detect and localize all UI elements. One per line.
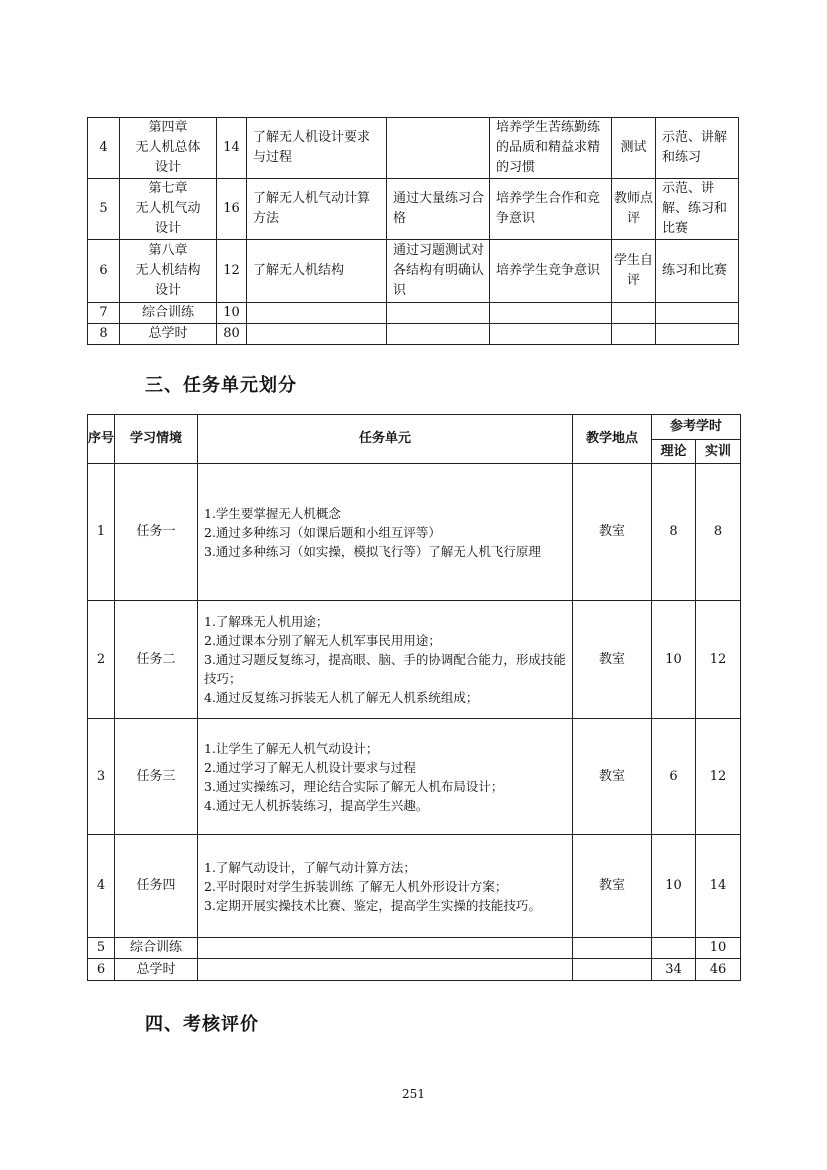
row-quality: 培养学生竞争意识: [490, 240, 612, 303]
row-assess: 学生自评: [612, 240, 656, 303]
row-practice: 12: [696, 601, 741, 719]
row-no: 8: [88, 324, 120, 345]
table-row: [88, 303, 739, 324]
header-unit: 任务单元: [198, 415, 573, 464]
table-row: [88, 719, 741, 835]
chapter-line: 无人机气动: [135, 201, 201, 216]
row-no: 7: [88, 303, 120, 324]
row-hours: 14: [217, 118, 247, 179]
row-practice: 10: [696, 938, 741, 959]
row-theory: 34: [652, 959, 696, 981]
row-assess: 教师点评: [612, 179, 656, 240]
row-knowledge: 了解无人机气动计算方法: [247, 179, 387, 240]
task-item: 3.通过多种练习（如实操，模拟飞行等）了解无人机飞行原理: [204, 543, 541, 559]
row-place: 教室: [573, 719, 652, 835]
table-row: [88, 240, 739, 303]
row-knowledge: 了解无人机结构: [247, 240, 387, 303]
chapter-plan-table: [87, 117, 739, 345]
row-hours: 12: [217, 240, 247, 303]
task-item: 4.通过无人机拆装练习，提高学生兴趣。: [204, 797, 429, 813]
row-method: 练习和比赛: [656, 240, 739, 303]
table-row: [88, 324, 739, 345]
table-row: [88, 601, 741, 719]
row-quality: 培养学生合作和竞争意识: [490, 179, 612, 240]
row-hours: 16: [217, 179, 247, 240]
row-skill: 通过习题测试对各结构有明确认识: [387, 240, 490, 303]
row-theory: 8: [652, 464, 696, 601]
chapter-line: 设计: [154, 221, 181, 236]
row-no: 3: [88, 719, 115, 835]
chapter-line: 第四章: [148, 120, 188, 135]
task-item: 1.让学生了解无人机气动设计；: [204, 740, 379, 756]
row-practice: 12: [696, 719, 741, 835]
task-item: 3.通过实操练习，理论结合实际了解无人机布局设计；: [204, 778, 504, 794]
row-skill: [387, 303, 490, 324]
table-row: [88, 118, 739, 179]
task-unit-table: [87, 414, 741, 981]
row-theory: 6: [652, 719, 696, 835]
row-tasks: [198, 835, 573, 938]
row-situation: 任务三: [115, 719, 198, 835]
row-method: [656, 303, 739, 324]
header-place: 教学地点: [573, 415, 652, 464]
row-chapter: [120, 324, 217, 345]
row-knowledge: [247, 324, 387, 345]
row-assess: [612, 303, 656, 324]
row-situation: 任务二: [115, 601, 198, 719]
row-no: 2: [88, 601, 115, 719]
row-quality: [490, 303, 612, 324]
row-skill: [387, 118, 490, 179]
row-chapter: [120, 303, 217, 324]
table-row: [88, 938, 741, 959]
page-number: 251: [402, 1087, 425, 1101]
row-practice: 14: [696, 835, 741, 938]
row-practice: 46: [696, 959, 741, 981]
header-no: 序号: [88, 415, 115, 464]
table-row: [88, 959, 741, 981]
table-row: [88, 464, 741, 601]
row-method: [656, 324, 739, 345]
row-no: 5: [88, 938, 115, 959]
row-place: [573, 959, 652, 981]
row-quality: [490, 324, 612, 345]
task-item: 3.定期开展实操技术比赛、鉴定，提高学生实操的技能技巧。: [204, 897, 541, 913]
task-item: 1.学生要掌握无人机概念: [204, 505, 341, 521]
row-no: 6: [88, 959, 115, 981]
header-practice: 实训: [696, 440, 741, 464]
row-place: 教室: [573, 601, 652, 719]
row-practice: 8: [696, 464, 741, 601]
task-item: 2.通过多种练习（如课后题和小组互评等）: [204, 524, 441, 540]
row-knowledge: [247, 303, 387, 324]
row-hours: 10: [217, 303, 247, 324]
row-place: 教室: [573, 464, 652, 601]
row-situation: 任务四: [115, 835, 198, 938]
row-assess: 测试: [612, 118, 656, 179]
chapter-line: 第七章: [148, 181, 188, 196]
row-no: 5: [88, 179, 120, 240]
row-theory: [652, 938, 696, 959]
task-item: 1.了解气动设计，了解气动计算方法；: [204, 859, 416, 875]
task-item: 2.平时限时对学生拆装训练 了解无人机外形设计方案；: [204, 878, 508, 894]
chapter-line: 无人机结构: [135, 263, 201, 278]
row-knowledge: 了解无人机设计要求与过程: [247, 118, 387, 179]
chapter-line: 设计: [154, 160, 181, 175]
row-place: 教室: [573, 835, 652, 938]
row-skill: 通过大量练习合格: [387, 179, 490, 240]
row-tasks: [198, 938, 573, 959]
header-situation: 学习情境: [115, 415, 198, 464]
task-item: 1.了解珠无人机用途；: [204, 614, 329, 629]
row-theory: 10: [652, 601, 696, 719]
chapter-line: 无人机总体: [135, 140, 201, 155]
chapter-line: 设计: [154, 283, 181, 298]
section-4-title: 四、考核评价: [145, 1014, 259, 1035]
row-assess: [612, 324, 656, 345]
row-situation: 任务一: [115, 464, 198, 601]
chapter-line: 第八章: [148, 243, 188, 258]
row-tasks: [198, 601, 573, 719]
row-no: 4: [88, 118, 120, 179]
row-chapter: [120, 240, 217, 303]
row-situation: 总学时: [115, 959, 198, 981]
row-quality: 培养学生苦练勤练的品质和精益求精的习惯: [490, 118, 612, 179]
row-tasks: [198, 959, 573, 981]
row-hours: 80: [217, 324, 247, 345]
row-situation: 综合训练: [115, 938, 198, 959]
row-tasks: [198, 719, 573, 835]
row-no: 4: [88, 835, 115, 938]
row-chapter: [120, 179, 217, 240]
row-no: 1: [88, 464, 115, 601]
row-tasks: [198, 464, 573, 601]
row-chapter: [120, 118, 217, 179]
task-item: 2.通过课本分别了解无人机军事民用用途；: [204, 633, 441, 648]
row-method: 示范、讲解、练习和比赛: [656, 179, 739, 240]
table-row: [88, 835, 741, 938]
row-place: [573, 938, 652, 959]
header-theory: 理论: [652, 440, 696, 464]
section-3-title: 三、任务单元划分: [145, 375, 297, 396]
row-no: 6: [88, 240, 120, 303]
chapter-line: 综合训练: [141, 305, 194, 320]
header-ref-hours: 参考学时: [652, 415, 741, 440]
table-row: [88, 179, 739, 240]
row-skill: [387, 324, 490, 345]
row-theory: 10: [652, 835, 696, 938]
task-item: 4.通过反复练习拆装无人机了解无人机系统组成；: [204, 690, 479, 705]
task-item: 3.通过习题反复练习，提高眼、脑、手的协调配合能力，形成技能技巧；: [204, 652, 566, 686]
row-method: 示范、讲解和练习: [656, 118, 739, 179]
task-item: 2.通过学习了解无人机设计要求与过程: [204, 759, 416, 775]
chapter-line: 总学时: [148, 326, 188, 341]
